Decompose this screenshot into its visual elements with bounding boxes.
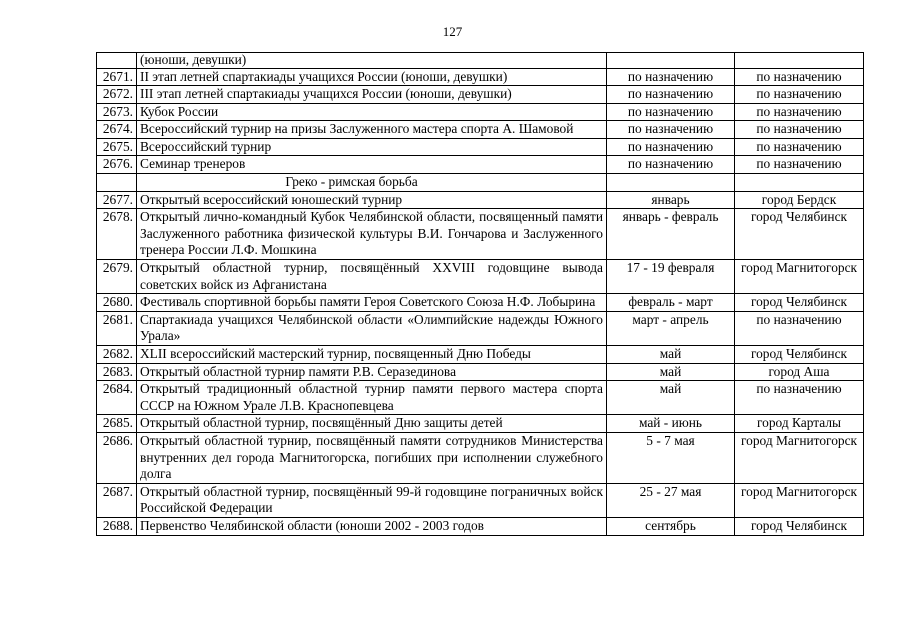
event-name: Открытый всероссийский юношеский турнир bbox=[137, 191, 607, 209]
event-place: город Аша bbox=[735, 363, 864, 381]
row-number: 2688. bbox=[97, 517, 137, 535]
row-number: 2682. bbox=[97, 346, 137, 364]
event-place: по назначению bbox=[735, 121, 864, 139]
event-name: Открытый областной турнир, посвящённый XXVIII годовщине вывода советских войск из Афганистана bbox=[137, 260, 607, 294]
event-date: февраль - март bbox=[607, 294, 735, 312]
event-place: город Бердск bbox=[735, 191, 864, 209]
event-name: Открытый лично-командный Кубок Челябинской области, посвященный памяти Заслуженного работника физической культуры В.И. Гончарова и Заслуженного тренера России Л.Ф. Мошкина bbox=[137, 209, 607, 260]
event-date bbox=[607, 53, 735, 69]
events-table bbox=[96, 52, 864, 536]
row-number: 2673. bbox=[97, 103, 137, 121]
table-row bbox=[97, 294, 864, 312]
table-row bbox=[97, 86, 864, 104]
event-date: май bbox=[607, 381, 735, 415]
event-place: город Магнитогорск bbox=[735, 432, 864, 483]
event-name: Фестиваль спортивной борьбы памяти Героя Советского Союза Н.Ф. Лобырина bbox=[137, 294, 607, 312]
event-place: город Магнитогорск bbox=[735, 260, 864, 294]
event-date: 17 - 19 февраля bbox=[607, 260, 735, 294]
table-row bbox=[97, 363, 864, 381]
event-date: по назначению bbox=[607, 121, 735, 139]
row-number: 2683. bbox=[97, 363, 137, 381]
event-place: город Челябинск bbox=[735, 517, 864, 535]
table-row bbox=[97, 260, 864, 294]
event-name: Кубок России bbox=[137, 103, 607, 121]
event-name: Всероссийский турнир bbox=[137, 138, 607, 156]
table-row bbox=[97, 68, 864, 86]
table-row bbox=[97, 517, 864, 535]
row-number: 2672. bbox=[97, 86, 137, 104]
event-name: III этап летней спартакиады учащихся России (юноши, девушки) bbox=[137, 86, 607, 104]
event-date: по назначению bbox=[607, 103, 735, 121]
table-row bbox=[97, 209, 864, 260]
table-row bbox=[97, 121, 864, 139]
event-date bbox=[607, 174, 735, 192]
event-place: по назначению bbox=[735, 86, 864, 104]
table-row bbox=[97, 415, 864, 433]
table-row bbox=[97, 53, 864, 69]
event-place: по назначению bbox=[735, 381, 864, 415]
table-row bbox=[97, 138, 864, 156]
event-date: май bbox=[607, 363, 735, 381]
row-number: 2680. bbox=[97, 294, 137, 312]
row-number: 2678. bbox=[97, 209, 137, 260]
row-number: 2674. bbox=[97, 121, 137, 139]
event-place bbox=[735, 53, 864, 69]
event-place: по назначению bbox=[735, 311, 864, 345]
event-place: город Челябинск bbox=[735, 209, 864, 260]
event-name: (юноши, девушки) bbox=[137, 53, 607, 69]
event-date: 25 - 27 мая bbox=[607, 483, 735, 517]
table-row bbox=[97, 311, 864, 345]
row-number: 2676. bbox=[97, 156, 137, 174]
event-date: по назначению bbox=[607, 156, 735, 174]
table-row bbox=[97, 381, 864, 415]
row-number bbox=[97, 174, 137, 192]
section-row bbox=[97, 174, 864, 192]
row-number bbox=[97, 53, 137, 69]
event-name: Всероссийский турнир на призы Заслуженного мастера спорта А. Шамовой bbox=[137, 121, 607, 139]
event-date: январь bbox=[607, 191, 735, 209]
event-date: по назначению bbox=[607, 68, 735, 86]
row-number: 2671. bbox=[97, 68, 137, 86]
event-name: Открытый областной турнир памяти Р.В. Серазединова bbox=[137, 363, 607, 381]
event-place: город Челябинск bbox=[735, 294, 864, 312]
event-date: по назначению bbox=[607, 86, 735, 104]
event-name: Семинар тренеров bbox=[137, 156, 607, 174]
row-number: 2685. bbox=[97, 415, 137, 433]
event-place: город Карталы bbox=[735, 415, 864, 433]
event-name: Спартакиада учащихся Челябинской области «Олимпийские надежды Южного Урала» bbox=[137, 311, 607, 345]
row-number: 2686. bbox=[97, 432, 137, 483]
event-name: Первенство Челябинской области (юноши 2002 - 2003 годов bbox=[137, 517, 607, 535]
table-row bbox=[97, 156, 864, 174]
event-name: Открытый традиционный областной турнир памяти первого мастера спорта СССР на Южном Урале Л.В. Краснопевцева bbox=[137, 381, 607, 415]
event-place: город Магнитогорск bbox=[735, 483, 864, 517]
event-name: II этап летней спартакиады учащихся России (юноши, девушки) bbox=[137, 68, 607, 86]
event-place: по назначению bbox=[735, 156, 864, 174]
event-place: по назначению bbox=[735, 138, 864, 156]
event-place: по назначению bbox=[735, 68, 864, 86]
event-date: май - июнь bbox=[607, 415, 735, 433]
event-name: XLII всероссийский мастерский турнир, посвященный Дню Победы bbox=[137, 346, 607, 364]
event-name: Открытый областной турнир, посвящённый памяти сотрудников Министерства внутренних дел города Магнитогорска, погибших при исполнении служебного долга bbox=[137, 432, 607, 483]
table-row bbox=[97, 432, 864, 483]
event-date: май bbox=[607, 346, 735, 364]
table-row bbox=[97, 346, 864, 364]
event-date: март - апрель bbox=[607, 311, 735, 345]
row-number: 2675. bbox=[97, 138, 137, 156]
table-row bbox=[97, 191, 864, 209]
section-title-cell bbox=[137, 174, 607, 192]
table-row bbox=[97, 103, 864, 121]
event-place bbox=[735, 174, 864, 192]
row-number: 2687. bbox=[97, 483, 137, 517]
row-number: 2681. bbox=[97, 311, 137, 345]
table-row bbox=[97, 483, 864, 517]
events-table-body bbox=[97, 53, 864, 536]
event-date: 5 - 7 мая bbox=[607, 432, 735, 483]
page-number: 127 bbox=[442, 24, 463, 39]
row-number: 2679. bbox=[97, 260, 137, 294]
event-date: по назначению bbox=[607, 138, 735, 156]
row-number: 2677. bbox=[97, 191, 137, 209]
event-name: Открытый областной турнир, посвящённый Дню защиты детей bbox=[137, 415, 607, 433]
event-date: январь - февраль bbox=[607, 209, 735, 260]
row-number: 2684. bbox=[97, 381, 137, 415]
event-date: сентябрь bbox=[607, 517, 735, 535]
event-name: Открытый областной турнир, посвящённый 99-й годовщине пограничных войск Российской Федерации bbox=[137, 483, 607, 517]
section-title: Греко - римская борьба bbox=[285, 174, 418, 190]
event-place: по назначению bbox=[735, 103, 864, 121]
event-place: город Челябинск bbox=[735, 346, 864, 364]
